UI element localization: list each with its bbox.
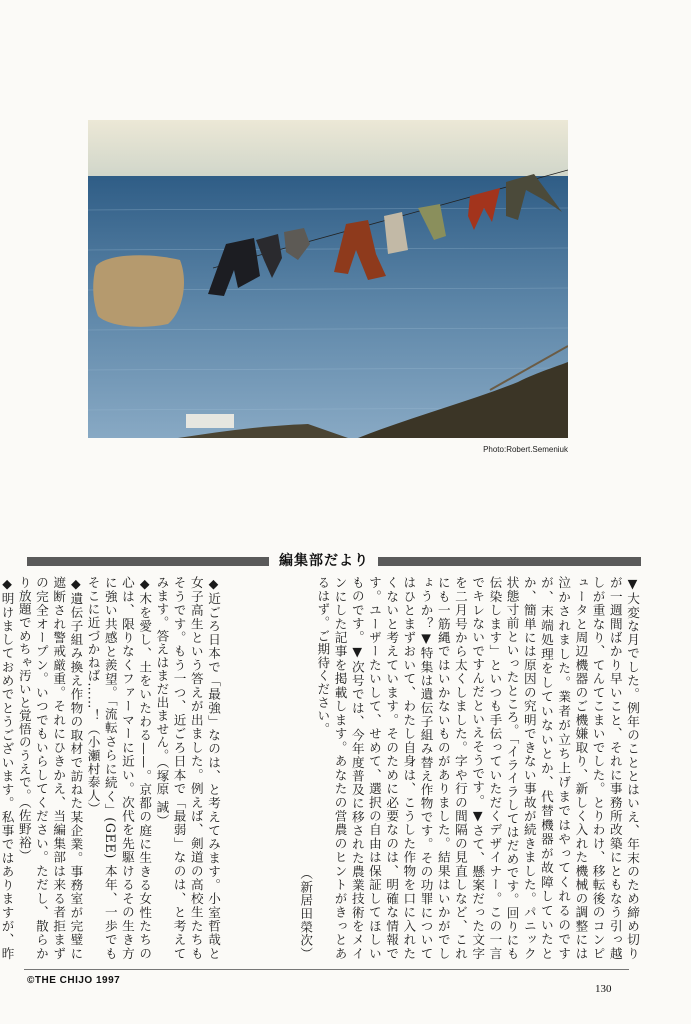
photo-laundry-line-by-sea [88, 120, 568, 438]
section-title: 編集部だより [279, 553, 369, 569]
cover-photo [88, 120, 568, 438]
copyright: ©THE CHIJO 1997 [27, 975, 121, 986]
staff-note-4: ◆明けましておめでとうございます。私事ではありますが、昨 [0, 576, 15, 960]
staff-note-3: ◆遺伝子組み換え作物の取材で訪ねた某企業。事務室が完璧に遮断され警戒厳重。それにひきかえ、当編集部は来る者拒まずの完全オープン。いつでもいらしてください。ただし、散らかり放題でめちゃ汚いと覚悟のうえで。（佐野裕） [16, 576, 84, 960]
article-1-body: ▼大変な月でした。例年のこととはいえ、年末のため締め切りが一週間ばかり早いこと、それに事務所改築にともなう引っ越しが重なり、てんてこまいでした。とりわけ、移転後のコンピュータと周辺機器のご機嫌取り、新しく入れた機械の調整には泣かされました。業者が立ち上げまではやってくれるのですが、末端処理をしていないとか、代替機器が故障していたとか、簡単には原因の究明できない事故が続きました。パニック状態寸前といったところ。「イライラしてはだめです。回りにも伝染します」といつも手伝っていただくデザイナー。この一言でキレないですんだといえそうです。▼さて、懸案だった文字を二月号から太くしました。字や行の間隔の見直しなど、これにも一筋縄ではいかないものがありました。結果はいかがでしょうか？▼特集は遺伝子組み替え作物です。その功罪についてはひとまずおいて、わたし自身は、こうした作物を口に入れたくないと考えています。そのために必要なのは、明確な情報です。ユーザーたいして、せめて、選択の自由は保証してほしいものです。▼次号では、今年度普及に移された農業技術をメインにした記事を掲載します。あなたの営農のヒントがきっとあるはず。ご期待ください。 [315, 576, 640, 960]
footer-rule [24, 969, 629, 970]
page-number: 130 [595, 983, 612, 995]
section-header-bar-left [27, 557, 269, 566]
staff-note-2: ◆木を愛し、土をいたわる——。京都の庭に生きる女性たちの心は、限りなくファーマーに近い。次代を先駆けるその生き方に強い共感と羨望。「流転さらに続く」(GEE) 本年、一歩でもそこに近づかねば……！（小瀬村泰人） [85, 576, 153, 960]
section-header-bar-right [378, 557, 641, 566]
photo-credit: Photo:Robert.Semeniuk [483, 445, 568, 454]
editor-article-2 [0, 576, 222, 960]
editor-article-1 [181, 576, 641, 960]
staff-note-1: ◆近ごろ日本で「最強」なのは、と考えてみます。小室哲哉と女子高生という答えが出ました。例えば、剣道の高校生たちもそうです。もう一つ、近ごろ日本で「最弱」なのは、と考えてみます。答えはまだ出ません。（塚原 誠） [154, 576, 221, 960]
article-1-signature: （新居田榮次） [298, 866, 314, 960]
